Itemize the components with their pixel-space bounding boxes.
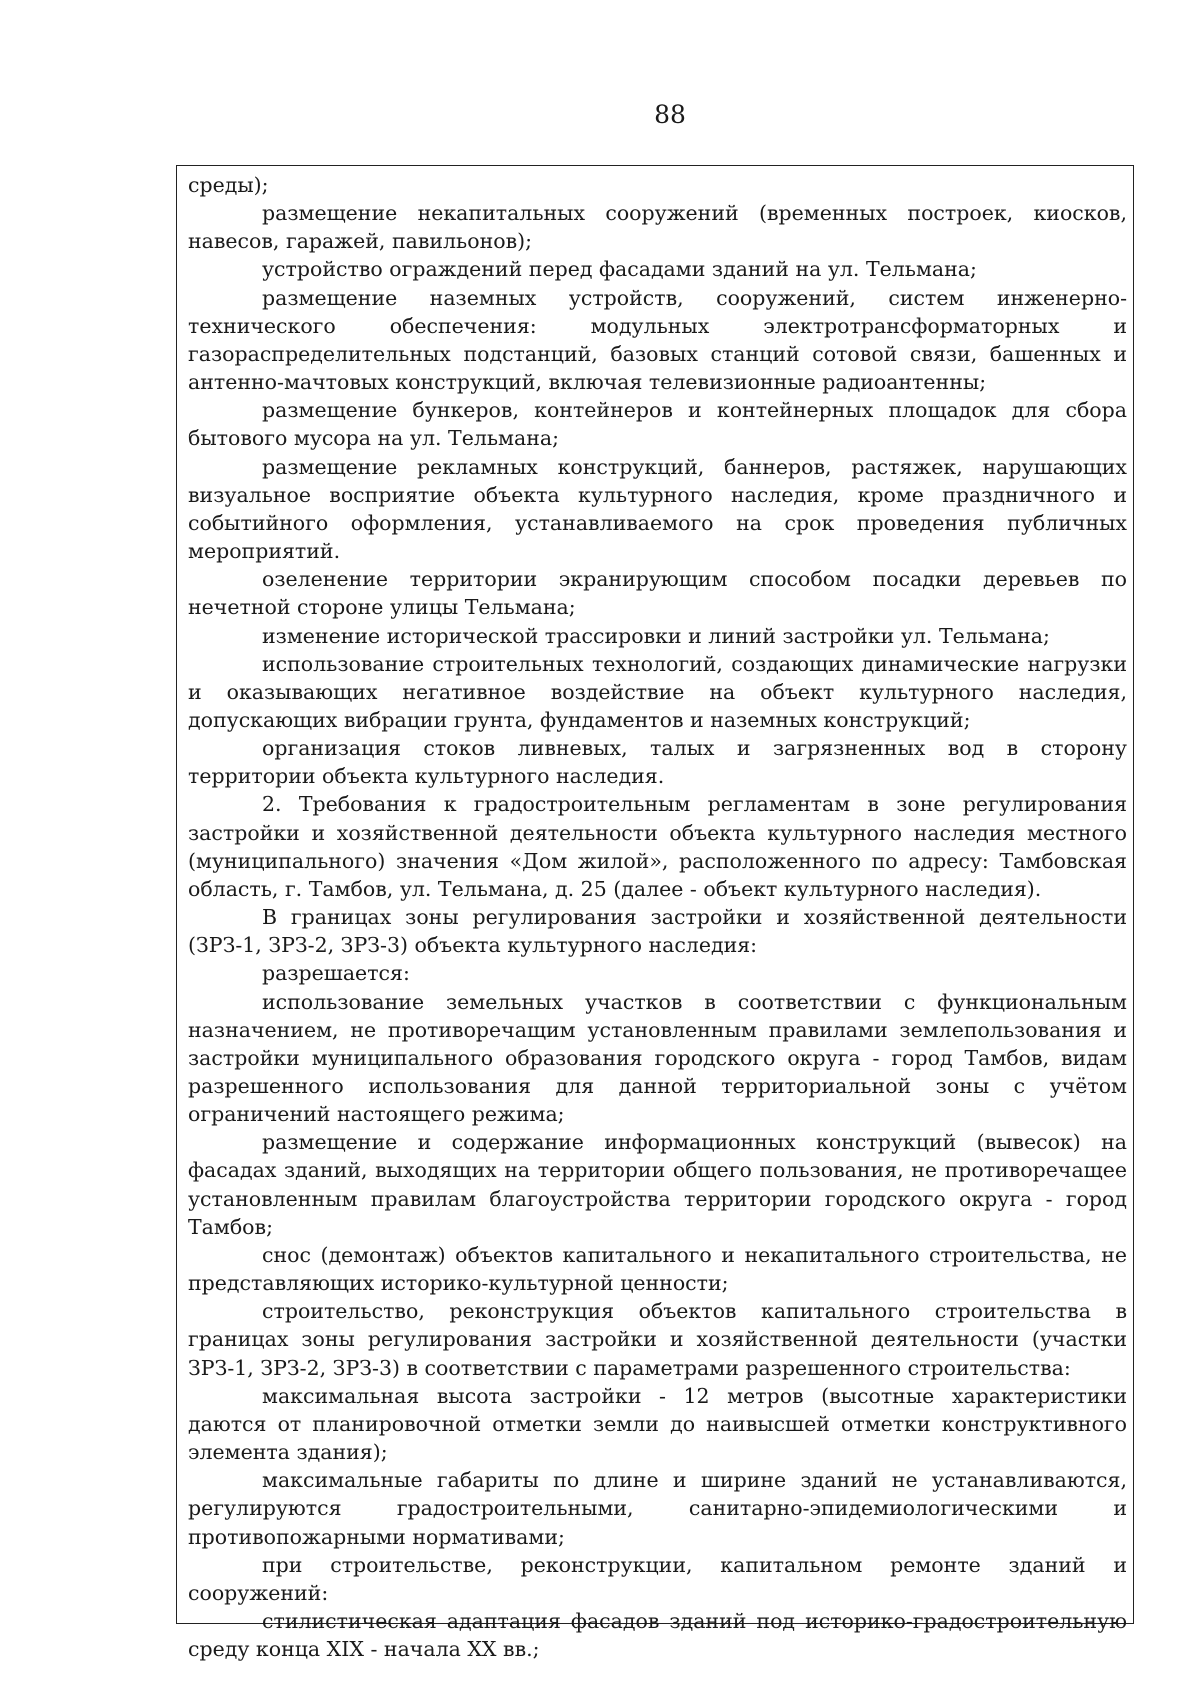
paragraph: строительство, реконструкция объектов капитального строительства в границах зоны регулирования застройки и хозяйственной деятельности (участки ЗРЗ-1, ЗРЗ-2, ЗРЗ-3) в соответствии с параметрами разрешенного строительства: bbox=[188, 1299, 1127, 1380]
paragraph: максимальные габариты по длине и ширине зданий не устанавливаются, регулируются градостроительными, санитарно-эпидемиологическими и противопожарными нормативами; bbox=[188, 1468, 1127, 1549]
paragraph: размещение и содержание информационных конструкций (вывесок) на фасадах зданий, выходящих на территории общего пользования, не противоречащее установленным правилам благоустройства территории городского округа - город Тамбов; bbox=[188, 1130, 1127, 1239]
paragraph: размещение бункеров, контейнеров и контейнерных площадок для сбора бытового мусора на ул. Тельмана; bbox=[188, 398, 1127, 451]
paragraph: при строительстве, реконструкции, капитальном ремонте зданий и сооружений: bbox=[188, 1552, 1127, 1605]
paragraph: размещение наземных устройств, сооружений, систем инженерно-технического обеспечения: модульных электротрансформаторных и газораспределительных подстанций, базовых станций сотовой связи, башенных и антенно-мачтовых конструкций, включая телевизионные радиоантенны; bbox=[188, 285, 1127, 395]
paragraph: среды); bbox=[188, 173, 269, 197]
paragraph: максимальная высота застройки - 12 метров (высотные характеристики даются от планировочной отметки земли до наивысшей отметки конструктивного элемента здания); bbox=[188, 1383, 1127, 1465]
paragraph: размещение рекламных конструкций, баннеров, растяжек, нарушающих визуальное восприятие объекта культурного наследия, кроме праздничного и событийного оформления, устанавливаемого на срок проведения публичных мероприятий. bbox=[188, 454, 1127, 564]
paragraph: стилистическая адаптация фасадов зданий под историко-градостроительную среду конца XIX - начала XX вв.; bbox=[188, 1608, 1127, 1662]
paragraph: использование земельных участков в соответствии с функциональным назначением, не противоречащим установленным правилами землепользования и застройки муниципального образования городского округа - город Тамбов, видам разрешенного использования для данной территориальной зоны с учётом ограничений настоящего режима; bbox=[188, 989, 1127, 1127]
document-frame bbox=[176, 165, 1134, 1662]
paragraph: использование строительных технологий, создающих динамические нагрузки и оказывающих негативное воздействие на объект культурного наследия, допускающих вибрации грунта, фундаментов и наземных конструкций; bbox=[188, 651, 1127, 732]
paragraph: разрешается: bbox=[262, 961, 410, 986]
paragraph: снос (демонтаж) объектов капитального и некапитального строительства, не представляющих историко-культурной ценности; bbox=[188, 1242, 1127, 1296]
paragraph: В границах зоны регулирования застройки и хозяйственной деятельности (ЗРЗ-1, ЗРЗ-2, ЗРЗ-3) объекта культурного наследия: bbox=[188, 905, 1127, 958]
paragraph: организация стоков ливневых, талых и загрязненных вод в сторону территории объекта культурного наследия. bbox=[188, 736, 1127, 789]
paragraph: озеленение территории экранирующим способом посадки деревьев по нечетной стороне улицы Тельмана; bbox=[188, 567, 1127, 620]
page-number: 88 bbox=[654, 100, 686, 129]
paragraph: устройство ограждений перед фасадами зданий на ул. Тельмана; bbox=[262, 257, 977, 282]
paragraph: 2. Требования к градостроительным регламентам в зоне регулирования застройки и хозяйственной деятельности объекта культурного наследия местного (муниципального) значения «Дом жилой», расположенного по адресу: Тамбовская область, г. Тамбов, ул. Тельмана, д. 25 (далее - объект культурного наследия). bbox=[188, 792, 1127, 901]
paragraph: изменение исторической трассировки и линий застройки ул. Тельмана; bbox=[262, 623, 1050, 648]
paragraph: размещение некапитальных сооружений (временных построек, киосков, навесов, гаражей, павильонов); bbox=[188, 201, 1127, 254]
